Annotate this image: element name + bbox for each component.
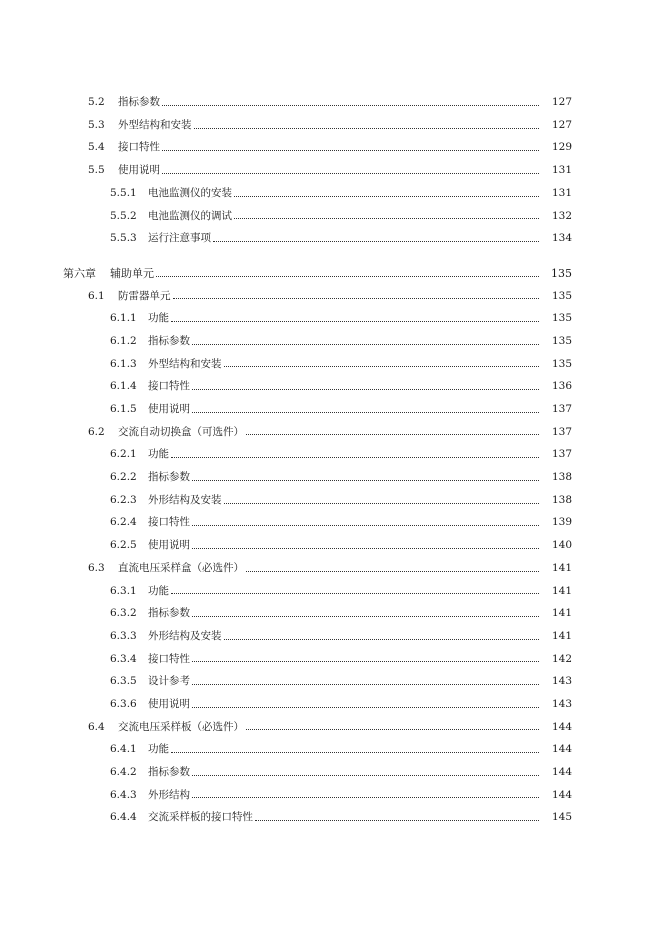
toc-entry[interactable] (0, 466, 662, 489)
toc-entry-number: 6.3.1 (110, 584, 137, 597)
toc-entry[interactable] (0, 806, 662, 829)
toc-entry-title: 电池监测仪的安装 (148, 186, 232, 199)
toc-entry-number: 6.3.3 (110, 629, 137, 642)
toc-entry-title: 指标参数 (118, 96, 160, 109)
toc-entry[interactable] (0, 307, 662, 330)
toc-entry-number: 5.5.1 (110, 186, 137, 199)
toc-entry-page: 141 (551, 561, 572, 574)
toc-entry[interactable] (0, 204, 662, 227)
toc-entry-number: 6.1.4 (110, 380, 137, 393)
dot-leader (246, 729, 539, 730)
toc-entry-number: 6.3.5 (110, 675, 137, 688)
toc-entry[interactable] (0, 375, 662, 398)
toc-entry-page: 135 (551, 312, 572, 325)
dot-leader (234, 196, 539, 197)
dot-leader (156, 276, 539, 277)
dot-leader (173, 298, 540, 299)
toc-entry-title: 指标参数 (148, 766, 190, 779)
toc-entry-title: 设计参考 (148, 675, 190, 688)
toc-entry-page: 134 (551, 232, 572, 245)
toc-entry-number: 6.3.4 (110, 652, 137, 665)
toc-entry-page: 135 (551, 289, 572, 302)
toc-entry-number: 6.4.4 (110, 811, 137, 824)
toc-entry-title: 指标参数 (148, 334, 190, 347)
toc-entry-title: 外形结构及安装 (148, 493, 222, 506)
dot-leader (192, 389, 539, 390)
toc-entry-page: 144 (551, 788, 572, 801)
toc-entry-page: 142 (551, 652, 572, 665)
dot-leader (171, 321, 539, 322)
toc-entry-page: 141 (551, 584, 572, 597)
toc-entry-number: 5.3 (88, 118, 105, 131)
toc-entry[interactable] (0, 511, 662, 534)
toc-entry-page: 135 (551, 334, 572, 347)
toc-entry-page: 137 (551, 425, 572, 438)
dot-leader (192, 797, 539, 798)
toc-entry-title: 指标参数 (148, 471, 190, 484)
toc-entry[interactable] (0, 421, 662, 444)
toc-entry-number: 5.2 (88, 96, 105, 109)
toc-entry[interactable] (0, 443, 662, 466)
toc-entry-page: 127 (551, 96, 572, 109)
dot-leader (192, 707, 539, 708)
toc-entry-page: 138 (551, 493, 572, 506)
toc-entry-page: 139 (551, 516, 572, 529)
toc-entry[interactable] (0, 182, 662, 205)
dot-leader (171, 457, 539, 458)
toc-entry-title: 运行注意事项 (148, 232, 211, 245)
dot-leader (224, 366, 540, 367)
dot-leader (192, 480, 539, 481)
toc-entry[interactable] (0, 330, 662, 353)
toc-entry-title: 使用说明 (148, 697, 190, 710)
toc-entry-title: 交流电压采样板（必选件） (118, 720, 244, 733)
toc-entry[interactable] (0, 285, 662, 308)
toc-entry-number: 6.2.4 (110, 516, 137, 529)
toc-entry-title: 交流采样板的接口特性 (148, 811, 253, 824)
toc-entry-page: 131 (551, 164, 572, 177)
toc-entry[interactable] (0, 557, 662, 580)
toc-entry-title: 交流自动切换盒（可选件） (118, 425, 244, 438)
toc-entry-number: 6.4.2 (110, 766, 137, 779)
toc-entry-page: 144 (551, 743, 572, 756)
toc-entry[interactable] (0, 738, 662, 761)
toc-entry-page: 141 (551, 607, 572, 620)
toc-entry-page: 144 (551, 720, 572, 733)
toc-entry-title: 接口特性 (148, 516, 190, 529)
toc-entry-number: 6.1.1 (110, 312, 137, 325)
dot-leader (192, 525, 539, 526)
dot-leader (224, 639, 540, 640)
toc-entry-title: 外型结构和安装 (118, 118, 192, 131)
toc-entry[interactable] (0, 398, 662, 421)
toc-entry-title: 接口特性 (118, 141, 160, 154)
toc-entry[interactable] (0, 761, 662, 784)
toc-entry[interactable] (0, 136, 662, 159)
toc-entry-number: 6.1.3 (110, 357, 137, 370)
toc-entry-page: 143 (551, 675, 572, 688)
toc-entry-number: 6.4 (88, 720, 105, 733)
toc-entry[interactable] (0, 625, 662, 648)
toc-entry-number: 6.3 (88, 561, 105, 574)
toc-entry-number: 6.2.5 (110, 539, 137, 552)
toc-entry-title: 功能 (148, 448, 169, 461)
toc-entry-number: 6.2 (88, 425, 105, 438)
toc-entry-title: 外形结构及安装 (148, 629, 222, 642)
toc-entry-number: 6.4.3 (110, 788, 137, 801)
toc-entry-title: 功能 (148, 312, 169, 325)
dot-leader (246, 571, 539, 572)
dot-leader (192, 661, 539, 662)
toc-entry-number: 6.2.3 (110, 493, 137, 506)
toc-entry-title: 功能 (148, 584, 169, 597)
toc-entry-page: 136 (551, 380, 572, 393)
toc-entry[interactable] (0, 353, 662, 376)
toc-entry-page: 135 (551, 266, 572, 280)
toc-entry[interactable] (0, 693, 662, 716)
toc-entry-number: 6.1.5 (110, 403, 137, 416)
dot-leader (162, 105, 539, 106)
toc-entry-title: 指标参数 (148, 607, 190, 620)
toc-entry-page: 127 (551, 118, 572, 131)
toc-entry-page: 137 (551, 403, 572, 416)
toc-entry-page: 138 (551, 471, 572, 484)
toc-entry-number: 5.5 (88, 164, 105, 177)
toc-entry-number: 6.1 (88, 289, 105, 302)
toc-entry-number: 6.2.1 (110, 448, 137, 461)
toc-entry-page: 143 (551, 697, 572, 710)
toc-entry-number: 6.3.6 (110, 697, 137, 710)
dot-leader (213, 241, 539, 242)
toc-entry-page: 135 (551, 357, 572, 370)
toc-entry-title: 使用说明 (148, 539, 190, 552)
toc-entry-title: 外形结构 (148, 788, 190, 801)
toc-entry-number: 5.5.2 (110, 209, 137, 222)
dot-leader (234, 218, 539, 219)
toc-entry-number: 5.4 (88, 141, 105, 154)
toc-entry-title: 接口特性 (148, 380, 190, 393)
dot-leader (192, 616, 539, 617)
toc-entry[interactable] (0, 648, 662, 671)
toc-entry[interactable] (0, 91, 662, 114)
dot-leader (171, 752, 539, 753)
toc-entry[interactable] (0, 114, 662, 137)
toc-entry[interactable] (0, 579, 662, 602)
dot-leader (162, 150, 539, 151)
dot-leader (194, 128, 540, 129)
toc-entry-page: 137 (551, 448, 572, 461)
toc-chapter-entry[interactable] (0, 262, 662, 285)
toc-entry-title: 辅助单元 (110, 266, 154, 280)
toc-entry-title: 防雷器单元 (118, 289, 171, 302)
toc-entry-title: 功能 (148, 743, 169, 756)
dot-leader (192, 684, 539, 685)
toc-entry-page: 132 (551, 209, 572, 222)
toc-entry-title: 直流电压采样盒（必选件） (118, 561, 244, 574)
dot-leader (162, 173, 539, 174)
dot-leader (224, 503, 540, 504)
dot-leader (192, 775, 539, 776)
toc-entry-page: 141 (551, 629, 572, 642)
toc-entry[interactable] (0, 670, 662, 693)
toc-entry[interactable] (0, 602, 662, 625)
toc-entry-page: 140 (551, 539, 572, 552)
dot-leader (192, 548, 539, 549)
table-of-contents (0, 91, 662, 829)
toc-entry[interactable] (0, 534, 662, 557)
toc-entry-page: 145 (551, 811, 572, 824)
toc-entry[interactable] (0, 489, 662, 512)
toc-entry-number: 6.1.2 (110, 334, 137, 347)
toc-entry-number: 6.3.2 (110, 607, 137, 620)
toc-entry-title: 使用说明 (148, 403, 190, 416)
toc-entry-number: 6.4.1 (110, 743, 137, 756)
dot-leader (192, 344, 539, 345)
toc-entry-title: 外型结构和安装 (148, 357, 222, 370)
toc-entry-title: 接口特性 (148, 652, 190, 665)
dot-leader (192, 412, 539, 413)
toc-entry[interactable] (0, 159, 662, 182)
toc-entry-title: 使用说明 (118, 164, 160, 177)
toc-entry-page: 144 (551, 766, 572, 779)
toc-entry[interactable] (0, 716, 662, 739)
toc-entry-page: 129 (551, 141, 572, 154)
toc-entry-number: 5.5.3 (110, 232, 137, 245)
toc-entry-number: 第六章 (63, 266, 96, 280)
toc-entry-page: 131 (551, 186, 572, 199)
dot-leader (171, 593, 539, 594)
toc-entry-title: 电池监测仪的调试 (148, 209, 232, 222)
toc-entry[interactable] (0, 784, 662, 807)
toc-entry[interactable] (0, 227, 662, 250)
toc-entry-number: 6.2.2 (110, 471, 137, 484)
dot-leader (246, 434, 539, 435)
dot-leader (255, 820, 539, 821)
